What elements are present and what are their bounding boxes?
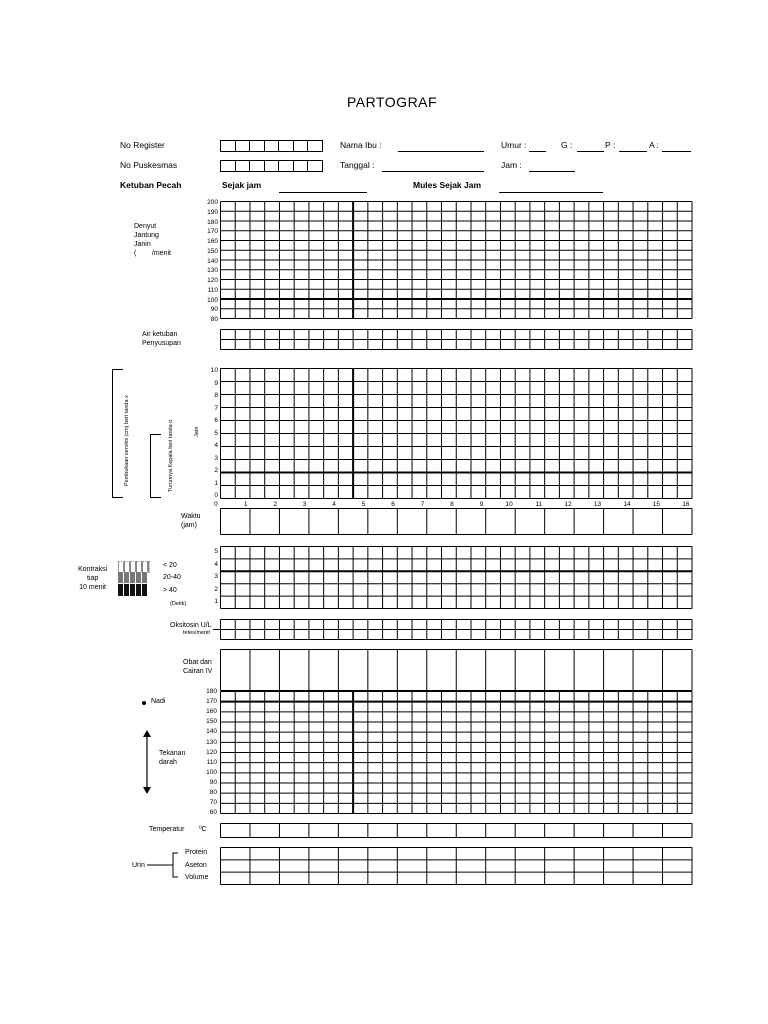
penyusupan-text: Penyusupan	[142, 340, 181, 347]
obat-grid[interactable]	[220, 649, 692, 691]
oksitosin-short-line	[213, 629, 220, 630]
umur-field[interactable]	[529, 151, 546, 152]
oksitosin-grid[interactable]	[220, 619, 692, 640]
air-ketuban-text: Air ketuban	[142, 331, 178, 338]
kontraksi-legend	[118, 561, 148, 597]
turunnya-kepala-label: Turunnya Kepala beri tanda o	[168, 419, 174, 492]
td-tick: 180	[206, 688, 217, 695]
cervix-y-tick: 0	[214, 492, 218, 499]
cervix-y-tick: 1	[214, 479, 218, 487]
djj-tick: 190	[207, 208, 218, 216]
kontraksi-2040: 20-40	[163, 574, 181, 581]
no-puskesmas-label: No Puskesmas	[120, 160, 178, 170]
tekanan-arrow-icon	[141, 730, 153, 794]
djj-tick: 150	[207, 247, 218, 255]
td-tick: 160	[206, 708, 217, 716]
no-puskesmas-field[interactable]	[220, 160, 323, 172]
td-tick: 80	[209, 789, 217, 796]
cervix-y-tick: 2	[214, 467, 218, 474]
waktu-grid[interactable]	[220, 508, 692, 535]
ketuban-pecah-label: Ketuban Pecah	[120, 180, 182, 190]
djj-tick: 90	[210, 306, 218, 314]
nama-ibu-label: Nama Ibu :	[340, 140, 382, 150]
kontraksi-tick: 1	[214, 598, 218, 605]
tanggal-field[interactable]	[382, 171, 484, 172]
kontraksi-tick: 5	[214, 548, 218, 555]
nadi-td-grid[interactable]	[220, 691, 692, 814]
time-tick: 7	[420, 501, 425, 508]
time-tick: 15	[652, 501, 661, 508]
djj-tick: 110	[207, 286, 218, 294]
a-field[interactable]	[662, 151, 691, 152]
page-title: PARTOGRAF	[347, 94, 438, 110]
aseton-label: Aseton	[185, 862, 207, 869]
kontraksi-label: Kontraksi tiap 10 menit	[78, 566, 108, 591]
nadi-dot	[142, 701, 146, 705]
obat-label: Obat dan Cairan IV	[183, 659, 213, 675]
td-tick: 70	[209, 799, 217, 807]
kontraksi-tick: 4	[214, 560, 218, 568]
jam-axis-label: Jam	[194, 426, 200, 437]
cervix-y-tick: 3	[214, 454, 218, 462]
tetes-menit-label: tetes/menit	[183, 630, 210, 636]
temperatur-grid[interactable]	[220, 823, 692, 838]
djj-tick: 200	[207, 199, 218, 206]
urin-grid[interactable]	[220, 847, 692, 885]
djj-tick: 130	[207, 267, 218, 275]
mules-sejak-jam-field[interactable]	[499, 192, 603, 193]
cervix-y-tick: 8	[214, 392, 218, 399]
djj-tick: 180	[207, 218, 218, 226]
cervix-y-tick: 6	[214, 417, 218, 424]
kontraksi-tick: 2	[214, 585, 218, 593]
g-field[interactable]	[577, 151, 604, 152]
time-tick: 1	[243, 501, 248, 508]
time-tick: 11	[535, 501, 543, 508]
time-tick: 2	[273, 501, 277, 508]
time-tick: 16	[682, 501, 690, 508]
cervix-y-tick: 5	[214, 429, 218, 437]
time-tick: 4	[332, 501, 336, 508]
time-tick: 12	[564, 501, 572, 508]
td-tick: 120	[206, 748, 217, 756]
td-tick: 60	[209, 809, 217, 817]
cervix-grid[interactable]	[220, 368, 692, 499]
cervix-y-tick: 7	[214, 404, 218, 412]
urin-bracket	[147, 850, 183, 880]
time-tick: 14	[623, 501, 631, 508]
djj-tick: 80	[210, 316, 218, 323]
pembukaan-serviks-label: Pembukaan serviks (cm) beri tanda x	[124, 395, 130, 486]
cervix-y-tick: 4	[214, 442, 218, 449]
mules-sejak-jam-label: Mules Sejak Jam	[413, 180, 482, 190]
time-tick: 3	[302, 501, 307, 508]
djj-label: Denyut Jantung Janin ( /menit	[134, 223, 171, 257]
td-tick: 170	[206, 698, 217, 706]
djj-tick: 170	[207, 228, 218, 236]
time-tick: 5	[361, 501, 366, 508]
oksitosin-label: Oksitosin U/L	[170, 622, 212, 629]
td-tick: 130	[206, 738, 217, 746]
p-label: P :	[605, 140, 616, 150]
a-label: A :	[649, 140, 659, 150]
no-register-label: No Register	[120, 140, 165, 150]
td-tick: 140	[206, 728, 217, 736]
time-tick: 8	[450, 501, 454, 508]
jam-field[interactable]	[529, 171, 575, 172]
cervix-y-tick: 9	[214, 379, 218, 387]
turunnya-bracket	[150, 434, 161, 498]
kontraksi-gt40: > 40	[163, 587, 177, 594]
pembukaan-bracket	[112, 369, 123, 498]
td-tick: 100	[206, 768, 217, 776]
jam-label: Jam :	[501, 160, 522, 170]
td-tick: 90	[209, 778, 217, 786]
djj-tick: 120	[207, 277, 218, 284]
djj-tick: 160	[207, 238, 218, 245]
time-tick-zero: 0	[214, 501, 218, 508]
nadi-label: Nadi	[151, 698, 166, 705]
air-ketuban-grid[interactable]	[220, 329, 692, 350]
nama-ibu-field[interactable]	[398, 151, 484, 152]
time-tick: 9	[479, 501, 484, 508]
kontraksi-lt20: < 20	[163, 562, 177, 569]
time-tick: 10	[505, 501, 513, 508]
td-tick: 110	[206, 758, 217, 766]
sejak-jam-label: Sejak jam	[222, 180, 262, 190]
air-ketuban-label	[142, 330, 181, 348]
time-tick: 6	[391, 501, 395, 508]
djj-tick: 100	[207, 296, 218, 304]
td-tick: 150	[206, 718, 217, 726]
kontraksi-tick: 3	[214, 573, 218, 580]
umur-label: Umur :	[501, 140, 527, 150]
urin-label: Urin	[132, 862, 145, 869]
detik-label: (Detik)	[170, 601, 187, 607]
tekanan-darah-label: Tekanan darah	[159, 750, 186, 766]
celsius-label: ºC	[199, 826, 207, 833]
g-label: G :	[561, 140, 573, 150]
djj-grid[interactable]	[220, 201, 692, 319]
cervix-y-tick: 10	[210, 367, 218, 374]
no-register-field[interactable]	[220, 140, 323, 152]
volume-label: Volume	[185, 874, 209, 881]
time-tick: 13	[593, 501, 602, 508]
waktu-label: Waktu (jam)	[181, 513, 201, 529]
kontraksi-grid[interactable]	[220, 546, 692, 609]
temperatur-label: Temperatur	[149, 826, 185, 833]
p-field[interactable]	[619, 151, 647, 152]
protein-label: Protein	[185, 849, 208, 856]
djj-tick: 140	[207, 257, 218, 265]
sejak-jam-field[interactable]	[279, 192, 367, 193]
tanggal-label: Tanggal :	[340, 160, 375, 170]
